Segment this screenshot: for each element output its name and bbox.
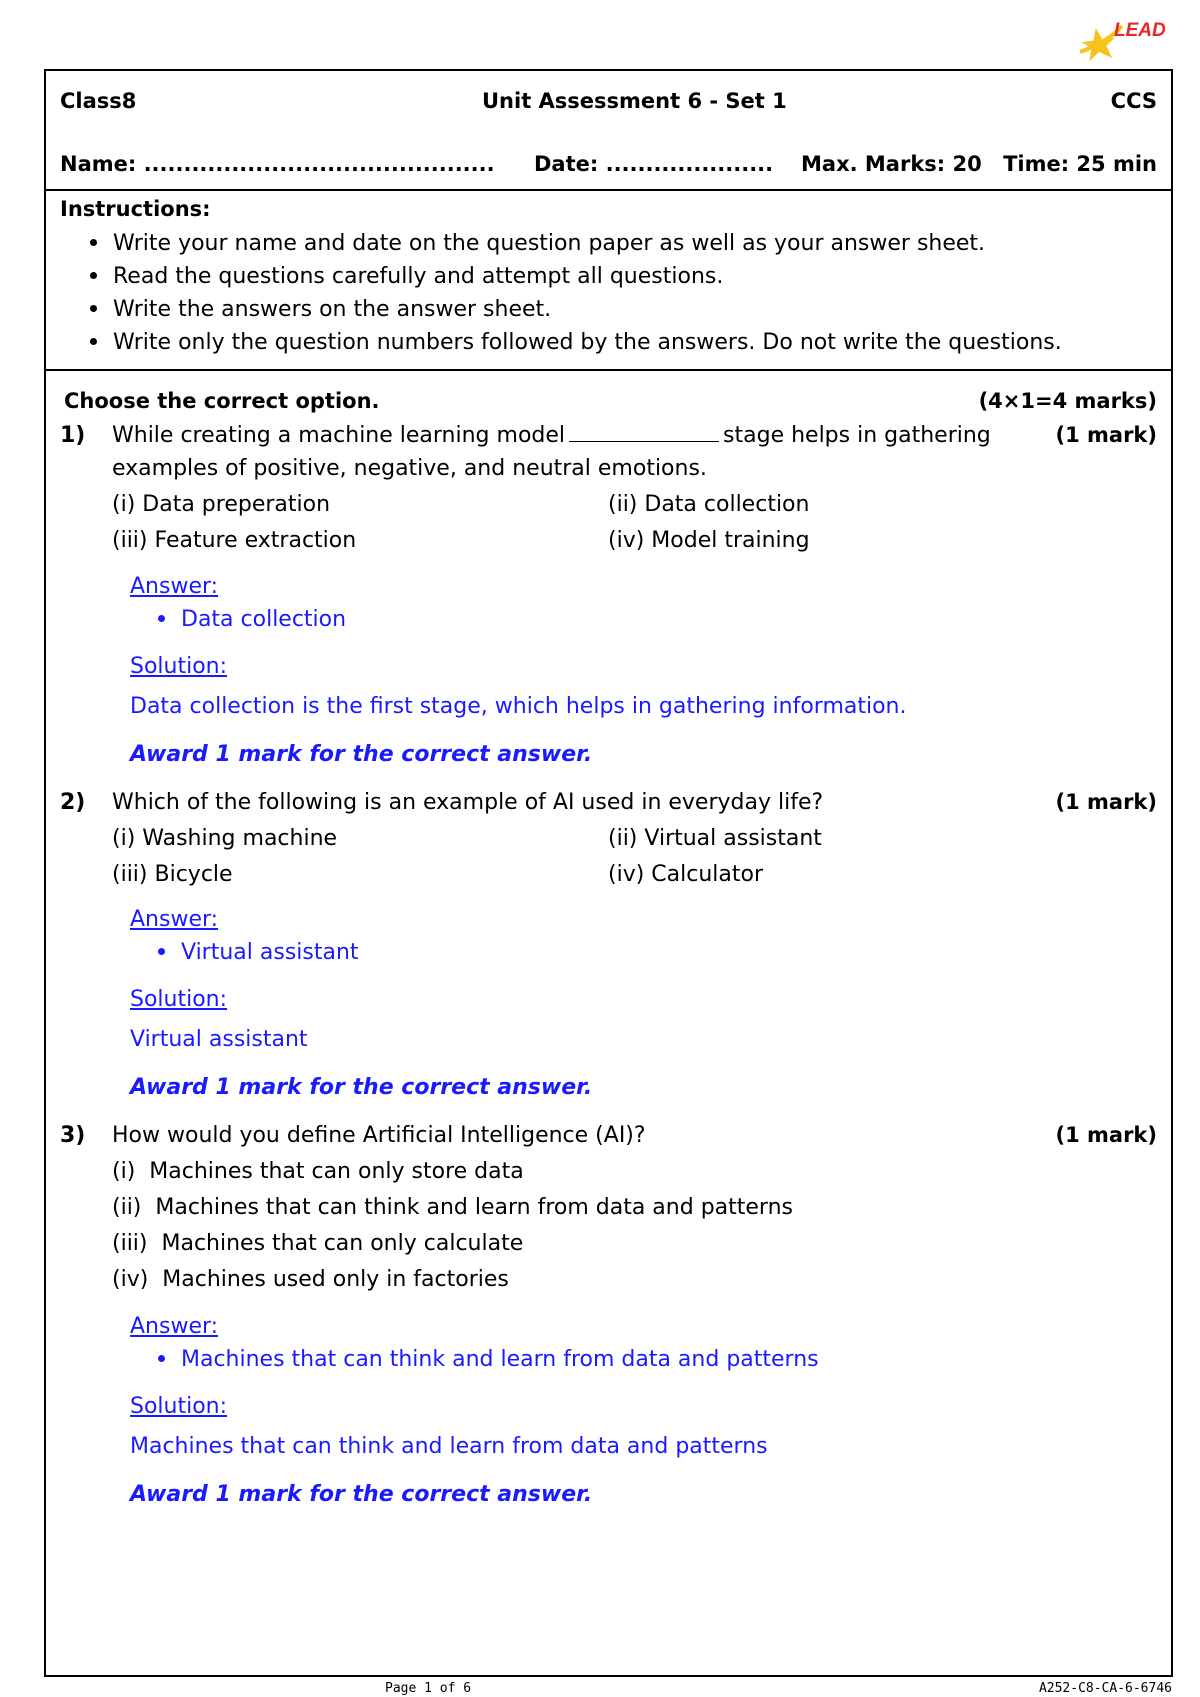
solution-text: Virtual assistant [130, 1027, 308, 1052]
date-field: Date: ..................... [534, 152, 774, 176]
option: (iv) Machines used only in factories [112, 1267, 509, 1292]
logo-text: LEAD [1114, 20, 1166, 41]
question-number: 2) [60, 790, 86, 815]
question-text: Which of the following is an example of AI used in everyday life? [112, 790, 824, 815]
answer-label: Answer: [130, 574, 219, 599]
option: (ii) Virtual assistant [608, 826, 822, 851]
instruction-item: Write your name and date on the question paper as well as your answer sheet. [90, 231, 985, 256]
solution-text: Data collection is the first stage, which helps in gathering information. [130, 694, 907, 719]
document-code: A252-C8-CA-6-6746 [1038, 1681, 1172, 1696]
option: (iii) Bicycle [112, 862, 233, 887]
solution-text: Machines that can think and learn from data and patterns [130, 1434, 768, 1459]
name-field: Name: ............................................ [60, 152, 495, 176]
solution-label: Solution: [130, 1394, 228, 1419]
answer-item: Virtual assistant [158, 940, 359, 965]
question-text: While creating a machine learning model stage helps in gathering [112, 423, 991, 448]
fill-blank [569, 423, 719, 442]
divider-instructions [46, 369, 1171, 371]
award-note: Award 1 mark for the correct answer. [130, 1482, 593, 1507]
solution-label: Solution: [130, 654, 228, 679]
subject-label: CCS [1110, 89, 1157, 113]
bullet-icon [90, 239, 97, 246]
divider-header [46, 189, 1171, 191]
class-label: Class8 [60, 89, 137, 113]
question-text-line2: examples of positive, negative, and neutral emotions. [112, 456, 707, 481]
bullet-icon [158, 615, 165, 622]
answer-label: Answer: [130, 907, 219, 932]
page-number: Page 1 of 6 [385, 1681, 472, 1696]
option: (iv) Model training [608, 528, 810, 553]
instruction-item: Write the answers on the answer sheet. [90, 297, 551, 322]
bullet-icon [90, 305, 97, 312]
answer-item: Data collection [158, 607, 346, 632]
bullet-icon [90, 272, 97, 279]
answer-label: Answer: [130, 1314, 219, 1339]
paper-frame [44, 69, 1173, 1677]
instructions-heading: Instructions: [60, 197, 211, 221]
bullet-icon [158, 948, 165, 955]
max-marks: Max. Marks: 20 [801, 152, 982, 176]
instruction-item: Read the questions carefully and attempt all questions. [90, 264, 723, 289]
answer-item: Machines that can think and learn from data and patterns [158, 1347, 819, 1372]
bullet-icon [158, 1355, 165, 1362]
option: (iii) Feature extraction [112, 528, 357, 553]
award-note: Award 1 mark for the correct answer. [130, 1075, 593, 1100]
section-title: Choose the correct option. [64, 389, 380, 413]
option: (iii) Machines that can only calculate [112, 1231, 524, 1256]
option: (iv) Calculator [608, 862, 764, 887]
option: (i) Washing machine [112, 826, 338, 851]
option: (i) Machines that can only store data [112, 1159, 524, 1184]
option: (ii) Data collection [608, 492, 810, 517]
option: (ii) Machines that can think and learn from data and patterns [112, 1195, 793, 1220]
question-marks: (1 mark) [1055, 423, 1157, 447]
question-number: 3) [60, 1123, 86, 1148]
bullet-icon [90, 338, 97, 345]
lead-logo [1078, 12, 1178, 64]
option: (i) Data preperation [112, 492, 331, 517]
question-marks: (1 mark) [1055, 1123, 1157, 1147]
solution-label: Solution: [130, 987, 228, 1012]
question-marks: (1 mark) [1055, 790, 1157, 814]
question-text: How would you define Artificial Intelligence (AI)? [112, 1123, 646, 1148]
assessment-title: Unit Assessment 6 - Set 1 [482, 89, 787, 113]
question-number: 1) [60, 423, 86, 448]
section-marks: (4×1=4 marks) [978, 389, 1157, 413]
instruction-item: Write only the question numbers followed by the answers. Do not write the questions. [90, 330, 1062, 355]
award-note: Award 1 mark for the correct answer. [130, 742, 593, 767]
time-limit: Time: 25 min [1003, 152, 1157, 176]
